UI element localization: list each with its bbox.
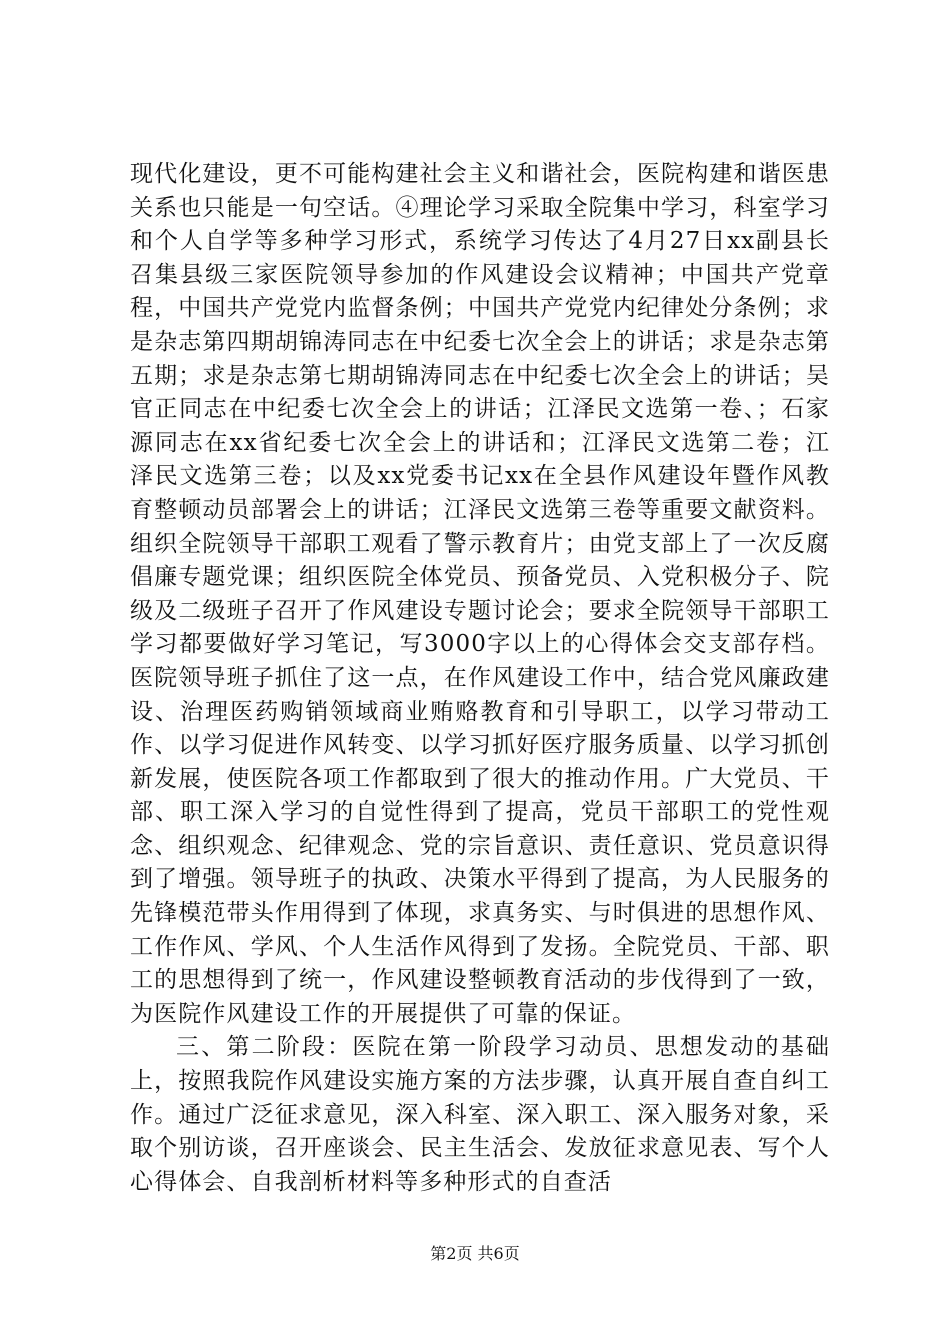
- paragraph-continued: 现代化建设，更不可能构建社会主义和谐社会，医院构建和谐医患关系也只能是一句空话。④理论学习采取全院集中学习，科室学习和个人自学等多种学习形式，系统学习传达了4月27日xx副县长召集县级三家医院领导参加的作风建设会议精神；中国共产党章程，中国共产党党内监督条例；中国共产党党内纪律处分条例；求是杂志第四期胡锦涛同志在中纪委七次全会上的讲话；求是杂志第五期；求是杂志第七期胡锦涛同志在中纪委七次全会上的讲话；吴官正同志在中纪委七次全会上的讲话；江泽民文选第一卷、；石家源同志在xx省纪委七次全会上的讲话和；江泽民文选第二卷；江泽民文选第三卷；以及xx党委书记xx在全县作风建设年暨作风教育整顿动员部署会上的讲话；江泽民文选第三卷等重要文献资料。组织全院领导干部职工观看了警示教育片；由党支部上了一次反腐倡廉专题党课；组织医院全体党员、预备党员、入党积极分子、院级及二级班子召开了作风建设专题讨论会；要求全院领导干部职工学习都要做好学习笔记，写3000字以上的心得体会交支部存档。医院领导班子抓住了这一点，在作风建设工作中，结合党风廉政建设、治理医药购销领域商业贿赂教育和引导职工，以学习带动工作、以学习促进作风转变、以学习抓好医疗服务质量、以学习抓创新发展，使医院各项工作都取到了很大的推动作用。广大党员、干部、职工深入学习的自觉性得到了提高，党员干部职工的党性观念、组织观念、纪律观念、党的宗旨意识、责任意识、党员意识得到了增强。领导班子的执政、决策水平得到了提高，为人民服务的先锋模范带头作用得到了体现，求真务实、与时俱进的思想作风、工作作风、学风、个人生活作风得到了发扬。全院党员、干部、职工的思想得到了统一，作风建设整顿教育活动的步伐得到了一致，为医院作风建设工作的开展提供了可靠的保证。: [130, 161, 830, 1027]
- document-body: [130, 158, 830, 1199]
- paragraph-stage-two: 三、第二阶段：医院在第一阶段学习动员、思想发动的基础上，按照我院作风建设实施方案的方法步骤，认真开展自查自纠工作。通过广泛征求意见，深入科室、深入职工、深入服务对象，采取个别访谈，召开座谈会、民主生活会、发放征求意见表、写个人心得体会、自我剖析材料等多种形式的自查活: [130, 1034, 830, 1195]
- page-indicator: 第2页 共6页: [430, 1244, 520, 1263]
- page-footer: [0, 1244, 950, 1264]
